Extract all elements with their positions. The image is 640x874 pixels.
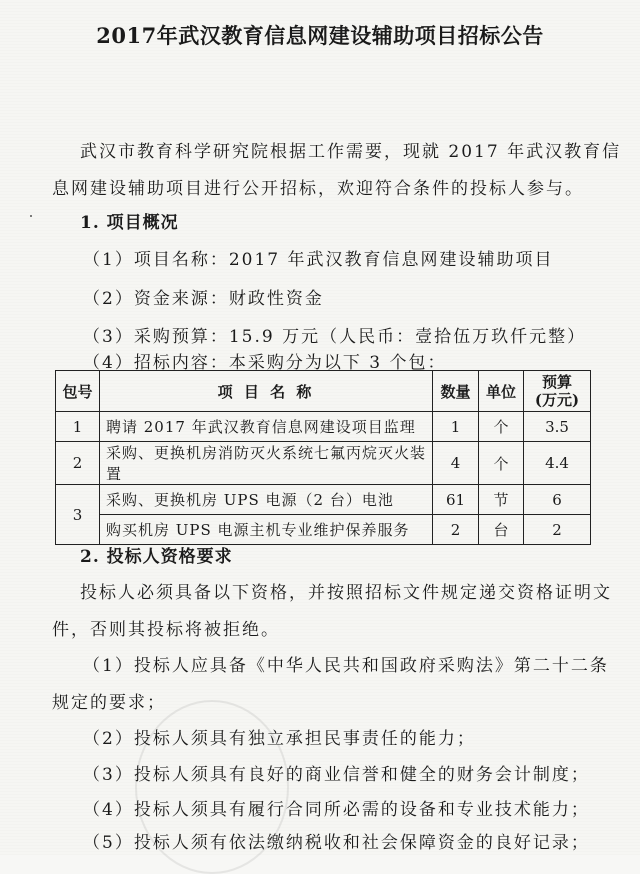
table-row (56, 412, 591, 442)
section1-item-1: （1）项目名称：2017 年武汉教育信息网建设辅助项目 (83, 250, 554, 270)
cell-budget: 3.5 (524, 412, 591, 442)
cell-name: 聘请 2017 年武汉教育信息网建设项目监理 (100, 412, 433, 442)
header-quantity: 数量 (433, 371, 479, 412)
package-table (55, 370, 591, 545)
document-title: 2017年武汉教育信息网建设辅助项目招标公告 (96, 23, 544, 48)
cell-package: 2 (56, 442, 100, 485)
cell-name: 采购、更换机房消防灭火系统七氟丙烷灭火装置 (100, 442, 433, 485)
header-package: 包号 (56, 371, 100, 412)
section2-item-4: （4）投标人须具有履行合同所必需的设备和专业技术能力； (83, 800, 590, 820)
section2-heading: 2. 投标人资格要求 (80, 547, 233, 567)
section2-item-1-cont: 规定的要求； (52, 693, 166, 713)
table-row (56, 485, 591, 515)
header-budget-line2: (万元) (534, 391, 580, 409)
table-header-row (56, 371, 591, 412)
section2-item-3: （3）投标人须具有良好的商业信誉和健全的财务会计制度； (83, 765, 590, 785)
table-row (56, 442, 591, 485)
section1-heading: 1. 项目概况 (80, 213, 179, 233)
cell-quantity: 2 (433, 515, 479, 545)
section1-item-4: （4）招标内容：本采购分为以下 3 个包： (83, 353, 447, 373)
cell-package: 3 (56, 485, 100, 545)
section2-item-1: （1）投标人应具备《中华人民共和国政府采购法》第二十二条 (83, 656, 609, 676)
header-budget (524, 371, 591, 412)
table-row (56, 515, 591, 545)
cell-unit: 个 (479, 412, 524, 442)
section1-item-3: （3）采购预算：15.9 万元（人民币：壹拾伍万玖仟元整） (83, 327, 587, 347)
cell-unit: 台 (479, 515, 524, 545)
section2-intro-2: 件，否则其投标将被拒绝。 (52, 620, 280, 640)
cell-budget: 4.4 (524, 442, 591, 485)
intro-line-1: 武汉市教育科学研究院根据工作需要，现就 2017 年武汉教育信 (80, 142, 622, 162)
cell-budget: 6 (524, 485, 591, 515)
cell-quantity: 61 (433, 485, 479, 515)
section1-item-2: （2）资金来源：财政性资金 (83, 289, 324, 309)
scan-speck (30, 215, 32, 217)
section2-item-5: （5）投标人须有依法缴纳税收和社会保障资金的良好记录； (83, 833, 590, 853)
cell-package: 1 (56, 412, 100, 442)
cell-budget: 2 (524, 515, 591, 545)
cell-name: 购买机房 UPS 电源主机专业维护保养服务 (100, 515, 433, 545)
header-name: 项 目 名 称 (100, 371, 433, 412)
cell-name: 采购、更换机房 UPS 电源（2 台）电池 (100, 485, 433, 515)
cell-quantity: 4 (433, 442, 479, 485)
cell-unit: 节 (479, 485, 524, 515)
header-unit: 单位 (479, 371, 524, 412)
section2-item-2: （2）投标人须具有独立承担民事责任的能力； (83, 729, 476, 749)
intro-line-2: 息网建设辅助项目进行公开招标，欢迎符合条件的投标人参与。 (52, 179, 584, 199)
section2-intro-1: 投标人必须具备以下资格，并按照招标文件规定递交资格证明文 (80, 583, 612, 603)
cell-quantity: 1 (433, 412, 479, 442)
header-budget-line1: 预算 (541, 373, 572, 391)
cell-unit: 个 (479, 442, 524, 485)
